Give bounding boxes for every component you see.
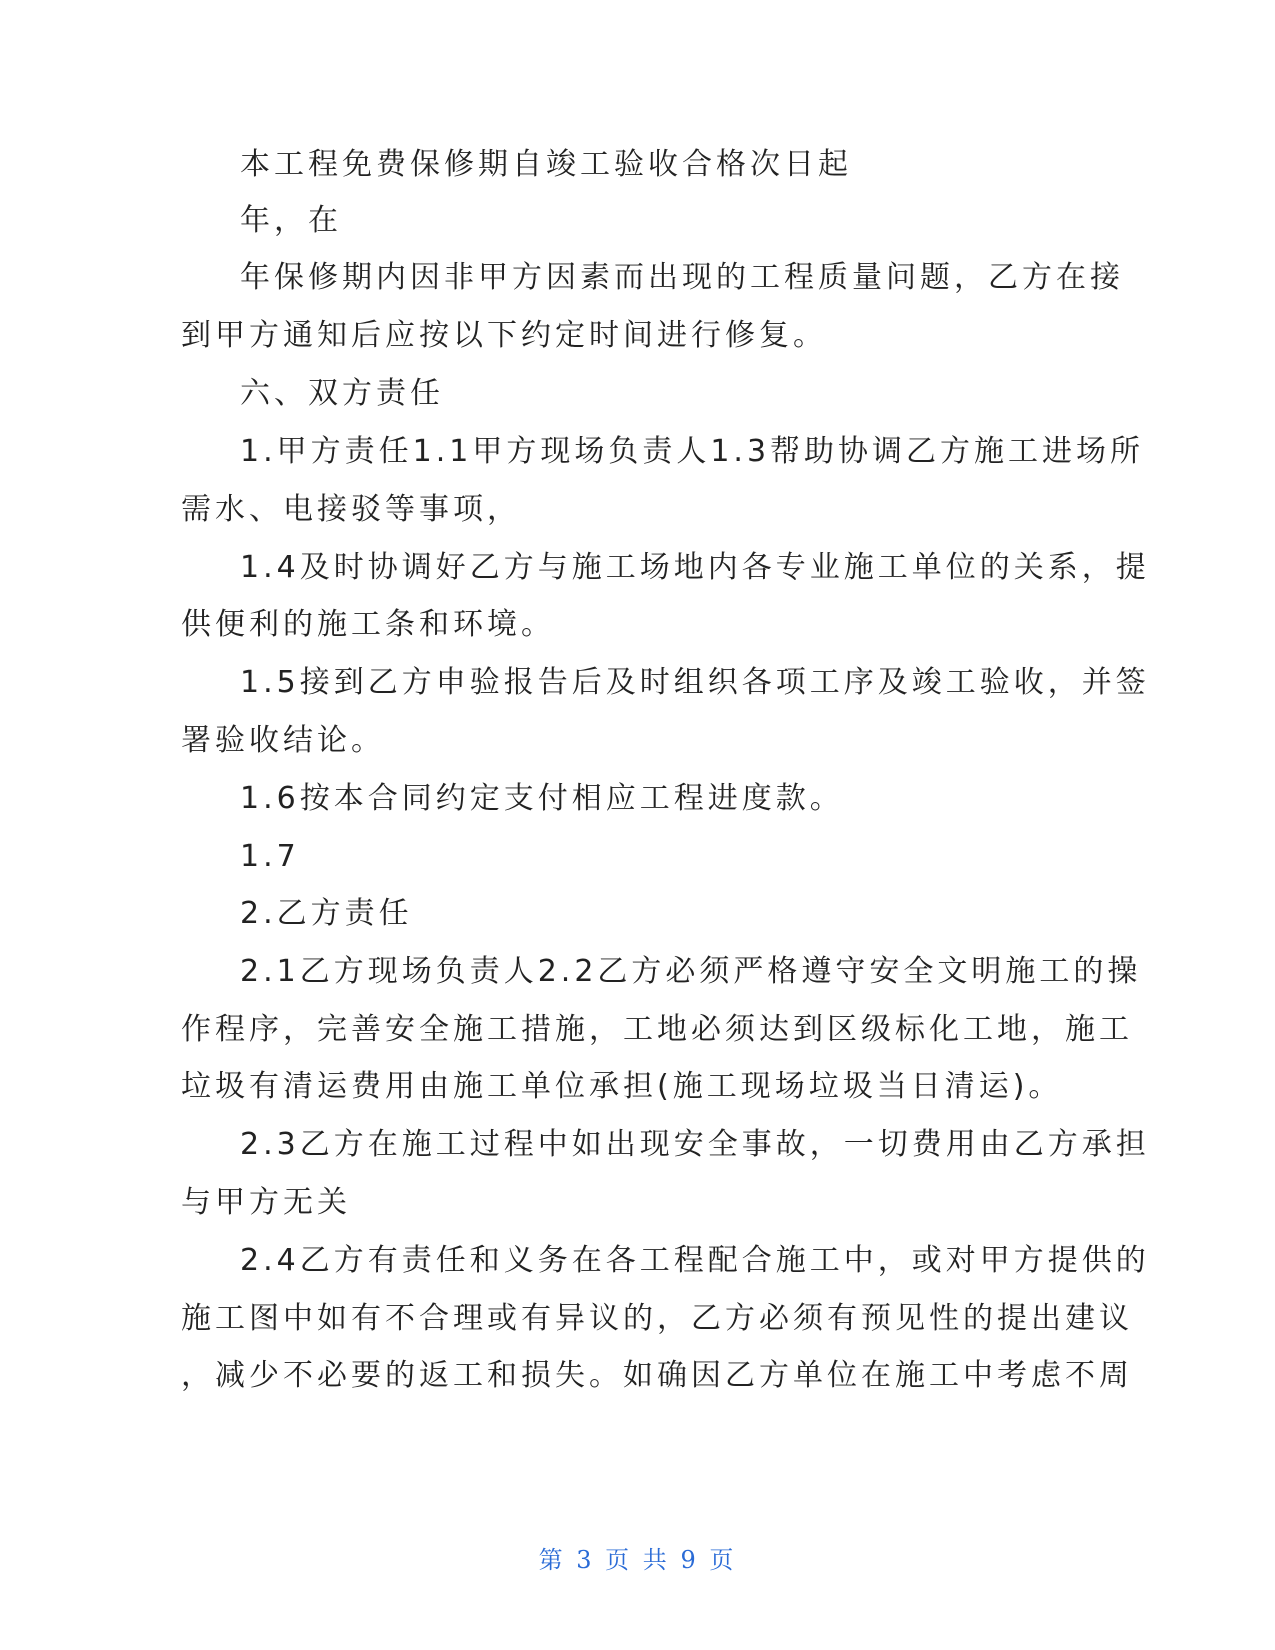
paragraph-line: 1.6按本合同约定支付相应工程进度款。 [240,781,844,816]
paragraph-line: 1.甲方责任1.1甲方现场负责人1.3帮助协调乙方施工进场所 [240,434,1145,469]
paragraph-line: 1.4及时协调好乙方与施工场地内各专业施工单位的关系，提 [240,550,1150,585]
paragraph-line: ，减少不必要的返工和损失。如确因乙方单位在施工中考虑不周 [181,1358,1133,1393]
paragraph-line: 垃圾有清运费用由施工单位承担(施工现场垃圾当日清运)。 [181,1069,1063,1104]
page-footer [0,1540,1275,1575]
paragraph-line: 作程序，完善安全施工措施，工地必须达到区级标化工地，施工 [181,1012,1133,1047]
paragraph-line: 1.7 [240,839,300,874]
paragraph-line: 2.1乙方现场负责人2.2乙方必须严格遵守安全文明施工的操 [240,954,1142,989]
paragraph-line: 1.5接到乙方申验报告后及时组织各项工序及竣工验收，并签 [240,665,1150,700]
total-page-number: 9 [680,1546,699,1574]
page-label-suffix: 页 [709,1546,737,1574]
paragraph-line: 与甲方无关 [181,1185,351,1220]
paragraph-line: 施工图中如有不合理或有异议的，乙方必须有预见性的提出建议 [181,1301,1133,1336]
section-heading: 2.乙方责任 [240,896,413,931]
paragraph-line: 署验收结论。 [181,723,385,758]
page-label-middle: 页 共 [605,1546,670,1574]
paragraph-line: 年保修期内因非甲方因素而出现的工程质量问题，乙方在接 [240,260,1124,295]
paragraph-line: 供便利的施工条和环境。 [181,607,555,642]
paragraph-line: 2.4乙方有责任和义务在各工程配合施工中，或对甲方提供的 [240,1243,1150,1278]
page-label-prefix: 第 [538,1546,566,1574]
current-page-number: 3 [576,1546,595,1574]
paragraph-line: 需水、电接驳等事项， [181,492,521,527]
section-heading: 六、双方责任 [240,376,444,411]
paragraph-line: 2.3乙方在施工过程中如出现安全事故，一切费用由乙方承担 [240,1127,1150,1162]
paragraph-line: 到甲方通知后应按以下约定时间进行修复。 [181,318,827,353]
paragraph-line: 本工程免费保修期自竣工验收合格次日起 [240,147,852,182]
paragraph-line: 年，在 [240,203,342,238]
